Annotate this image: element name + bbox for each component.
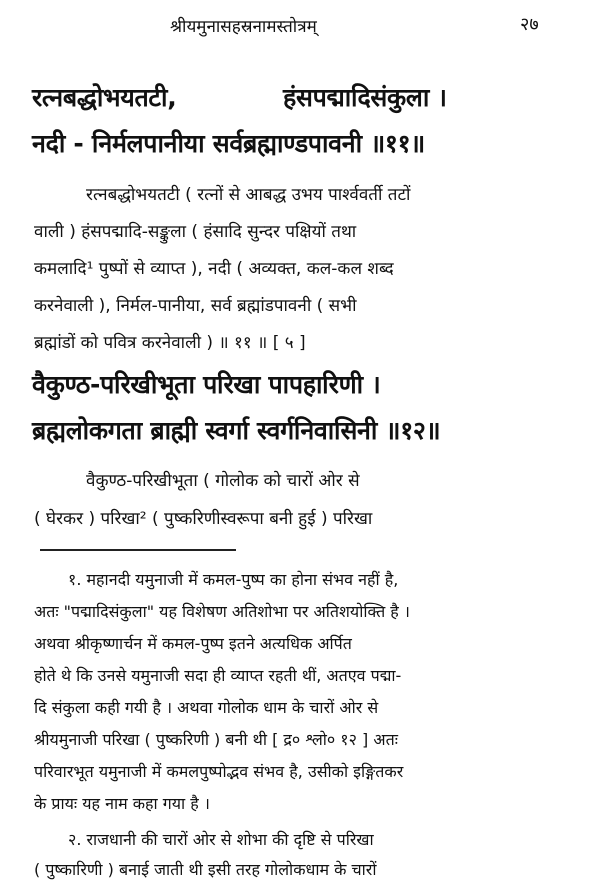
commentary-11-line: कमलादि¹ पुष्पों से व्याप्त ), नदी ( अव्यक्त, कल-कल शब्द <box>34 259 394 279</box>
commentary-12-line: ( घेरकर ) परिखा² ( पुष्करिणीस्वरूपा बनी हुई ) परिखा <box>34 509 373 529</box>
verse-11-line-1-right: हंसपद्मादिसंकुला । <box>283 83 447 112</box>
commentary-11-line: रत्नबद्धोभयतटी ( रत्नों से आबद्ध उभय पार्श्ववर्ती तटों <box>86 185 411 205</box>
running-header: श्रीयमुनासहस्रनामस्तोत्रम् <box>170 17 317 37</box>
footnote-1-line: के प्रायः यह नाम कहा गया है । <box>34 794 210 813</box>
verse-12-line-1: वैकुण्ठ-परिखीभूता परिखा पापहारिणी । <box>32 370 381 399</box>
footnote-1-line: १. महानदी यमुनाजी में कमल-पुष्प का होना संभव नहीं है, <box>68 570 399 589</box>
footnote-divider <box>40 549 236 551</box>
verse-11-line-2: नदी - निर्मलपानीया सर्वब्रह्माण्डपावनी ॥११॥ <box>32 129 425 158</box>
page-number: २७ <box>520 14 539 35</box>
footnote-2-line: २. राजधानी की चारों ओर से शोभा की दृष्टि से परिखा <box>68 830 374 849</box>
footnote-1-line: होते थे कि उनसे यमुनाजी सदा ही व्याप्त रहती थीं, अतएव पद्मा- <box>34 666 402 685</box>
footnote-1-line: परिवारभूत यमुनाजी में कमलपुष्पोद्भव संभव है, उसीको इङ्गितकर <box>34 762 404 781</box>
footnote-1-line: दि संकुला कही गयी है । अथवा गोलोक धाम के चारों ओर से <box>34 698 379 717</box>
commentary-12-line: वैकुण्ठ-परिखीभूता ( गोलोक को चारों ओर से <box>86 471 360 491</box>
footnote-1-line: अथवा श्रीकृष्णार्चन में कमल-पुष्प इतने अत्यधिक अर्पित <box>34 634 352 653</box>
commentary-11-line: करनेवाली ), निर्मल-पानीया, सर्व ब्रह्मांडपावनी ( सभी <box>34 296 357 316</box>
footnote-2-line: ( पुष्कारिणी ) बनाई जाती थी इसी तरह गोलोकधाम के चारों <box>34 860 377 879</box>
commentary-11-line: वाली ) हंसपद्मादि-सङ्कुला ( हंसादि सुन्दर पक्षियों तथा <box>34 222 357 242</box>
verse-12-line-2: ब्रह्मलोकगता ब्राह्मी स्वर्गा स्वर्गनिवासिनी ॥१२॥ <box>32 416 441 445</box>
footnote-1-line: श्रीयमुनाजी परिखा ( पुष्करिणी ) बनी थी [ द्र० श्लो० १२ ] अतः <box>34 730 398 749</box>
commentary-11-line: ब्रह्मांडों को पवित्र करनेवाली ) ॥ ११ ॥ [ ५ ] <box>34 333 306 353</box>
verse-11-line-1-left: रत्नबद्धोभयतटी, <box>32 83 177 112</box>
footnote-1-line: अतः "पद्मादिसंकुला" यह विशेषण अतिशोभा पर अतिशयोक्ति है । <box>34 602 410 621</box>
